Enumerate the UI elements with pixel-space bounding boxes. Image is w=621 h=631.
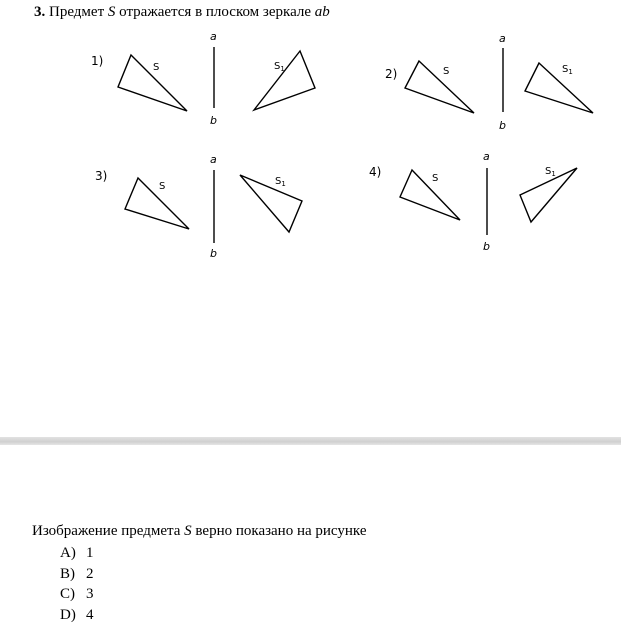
figure-4-mirror-top-label: a (483, 150, 490, 163)
mirror-name: ab (314, 4, 330, 20)
figure-4-object (400, 170, 460, 220)
figure-3-label: 3) (95, 169, 108, 183)
figure-3-object-label: S (159, 181, 166, 192)
answer-letter: C) (60, 586, 75, 602)
figure-2-mirror-bottom-label: b (499, 119, 506, 132)
figure-1-mirror-top-label: a (210, 30, 217, 43)
answer-value: 4 (86, 606, 94, 623)
answer-letter: A) (60, 545, 76, 561)
page-divider (0, 437, 621, 445)
answer-prompt (32, 523, 366, 540)
figure-2-image (525, 63, 593, 113)
figure-4-label: 4) (369, 165, 382, 179)
figure-2-object-label: S (443, 66, 450, 77)
answer-option-c[interactable] (60, 584, 94, 605)
answer-option-d[interactable] (60, 605, 94, 626)
figure-4-image-label: $S_1$ (545, 166, 556, 178)
figure-3-image (240, 175, 302, 232)
figure-3-mirror-top-label: a (210, 153, 217, 166)
figure-2-object (405, 61, 474, 113)
question-text-middle: отражается в плоском зеркале (115, 4, 315, 20)
figure-1 (118, 47, 315, 111)
object-name: S (107, 4, 116, 20)
answer-value: 2 (86, 565, 94, 582)
figure-1-object-label: S (153, 62, 160, 73)
prompt-text-before: Изображение предмета (32, 523, 185, 539)
question-number: 3. (34, 4, 46, 20)
figure-1-image (254, 51, 315, 110)
figure-3-mirror-bottom-label: b (210, 247, 217, 260)
figure-1-mirror-bottom-label: b (210, 114, 217, 127)
prompt-object-name: S (184, 523, 192, 539)
question-text-before: Предмет (45, 4, 108, 20)
answer-value: 1 (86, 545, 94, 561)
figure-3-image-label: $S_1$ (275, 176, 286, 188)
prompt-text-after: верно показано на рисунке (191, 523, 367, 539)
answer-letter: B) (60, 565, 75, 582)
figure-4 (400, 168, 577, 235)
figure-4-object-label: S (432, 173, 439, 184)
figure-1-image-label: $S_1$ (274, 61, 285, 73)
figure-3-object (125, 178, 189, 229)
answer-value: 3 (86, 586, 94, 602)
figure-2-label: 2) (385, 67, 398, 81)
figure-1-label: 1) (91, 54, 104, 68)
answer-option-b[interactable] (60, 564, 94, 585)
answer-letter: D) (60, 606, 76, 623)
figure-2 (405, 48, 593, 113)
figure-2-mirror-top-label: a (499, 32, 506, 45)
answer-options (60, 543, 94, 625)
figure-4-mirror-bottom-label: b (483, 240, 490, 253)
answer-option-a[interactable] (60, 543, 94, 564)
figure-2-image-label: $S_1$ (562, 64, 573, 76)
